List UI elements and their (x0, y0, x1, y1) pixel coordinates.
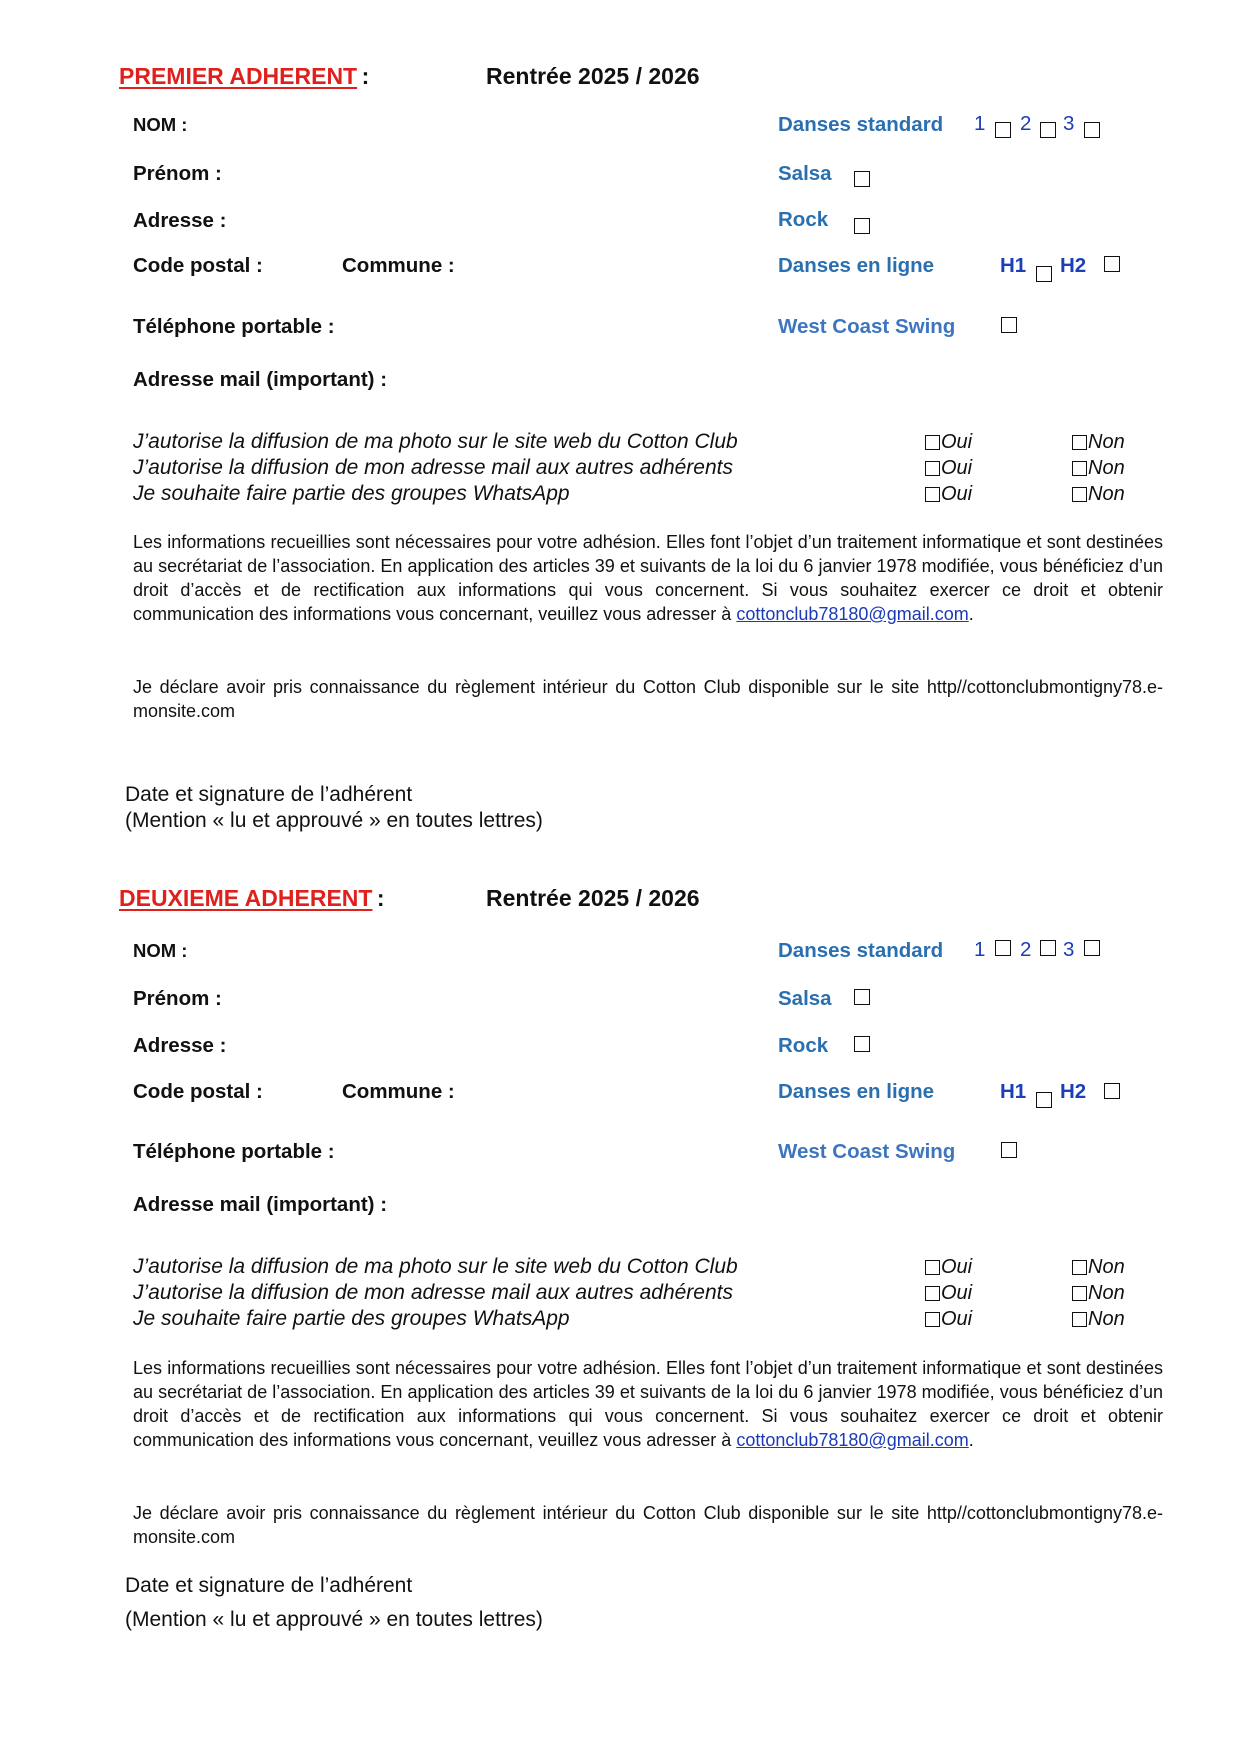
nom-label: NOM : (133, 114, 188, 135)
code-postal-label: Code postal : (133, 1080, 263, 1103)
auth-photo-non[interactable]: Non (1072, 1256, 1125, 1279)
checkbox[interactable] (1072, 1286, 1087, 1301)
mail-label: Adresse mail (important) : (133, 1193, 388, 1216)
telephone-label: Téléphone portable : (133, 315, 335, 338)
level-3-checkbox[interactable] (1084, 122, 1100, 138)
season-label: Rentrée 2025 / 2026 (486, 885, 700, 911)
privacy-paragraph: Les informations recueillies sont nécessaires pour votre adhésion. Elles font l’objet d’un traitement informatique et sont destinées au secrétariat de l’association. En application des articles 39 et suivants de la loi du 6 janvier 1978 modifiée, vous bénéficiez d’un droit d’accès et de rectification aux informations qui vous concernent. Si vous souhaitez exercer ce droit et obtenir communication des informations vous concernant, veuillez vous adresser à cottonclub78180@gmail.com. (133, 532, 1163, 624)
section-heading: PREMIER ADHERENT : (119, 63, 370, 89)
level-1-label: 1 (974, 112, 986, 135)
mail-label: Adresse mail (important) : (133, 368, 388, 391)
privacy-paragraph: Les informations recueillies sont nécessaires pour votre adhésion. Elles font l’objet d’un traitement informatique et sont destinées au secrétariat de l’association. En application des articles 39 et suivants de la loi du 6 janvier 1978 modifiée, vous bénéficiez d’un droit d’accès et de rectification aux informations qui vous concernent. Si vous souhaitez exercer ce droit et obtenir communication des informations vous concernant, veuillez vous adresser à cottonclub78180@gmail.com. (133, 1358, 1163, 1450)
prenom-label: Prénom : (133, 162, 222, 185)
section-title: DEUXIEME ADHERENT (119, 885, 373, 911)
level-3-label: 3 (1063, 112, 1075, 135)
h1-checkbox[interactable] (1036, 1092, 1052, 1108)
auth-whatsapp-non[interactable]: Non (1072, 483, 1125, 506)
level-3-label: 3 (1063, 938, 1075, 961)
checkbox[interactable] (1072, 461, 1087, 476)
auth-photo-oui[interactable]: Oui (925, 431, 972, 454)
telephone-label: Téléphone portable : (133, 1140, 335, 1163)
commune-label: Commune : (342, 254, 455, 277)
auth-photo-text: J’autorise la diffusion de ma photo sur le site web du Cotton Club (133, 1255, 738, 1278)
checkbox[interactable] (925, 487, 940, 502)
contact-email-link[interactable]: cottonclub78180@gmail.com (736, 604, 969, 624)
prenom-label: Prénom : (133, 987, 222, 1010)
rock-checkbox[interactable] (854, 1036, 870, 1052)
checkbox[interactable] (1072, 435, 1087, 450)
checkbox[interactable] (925, 461, 940, 476)
salsa-checkbox[interactable] (854, 989, 870, 1005)
auth-whatsapp-non[interactable]: Non (1072, 1308, 1125, 1331)
h2-checkbox[interactable] (1104, 256, 1120, 272)
adherent-section-1 (0, 0, 1241, 830)
auth-photo-oui[interactable]: Oui (925, 1256, 972, 1279)
salsa-label: Salsa (778, 162, 832, 185)
signature-line-1: Date et signature de l’adhérent (125, 783, 413, 806)
auth-photo-text: J’autorise la diffusion de ma photo sur le site web du Cotton Club (133, 430, 738, 453)
auth-mail-non[interactable]: Non (1072, 1282, 1125, 1305)
level-2-checkbox[interactable] (1040, 122, 1056, 138)
signature-line-2: (Mention « lu et approuvé » en toutes lettres) (125, 809, 543, 832)
checkbox[interactable] (1072, 1260, 1087, 1275)
wcs-label: West Coast Swing (778, 1140, 956, 1163)
checkbox[interactable] (925, 435, 940, 450)
checkbox[interactable] (925, 1260, 940, 1275)
reglement-paragraph: Je déclare avoir pris connaissance du règlement intérieur du Cotton Club disponible sur le site http//cottonclubmontigny78.e-monsite.com (133, 677, 1163, 721)
level-1-label: 1 (974, 938, 986, 961)
commune-label: Commune : (342, 1080, 455, 1103)
rock-label: Rock (778, 1034, 829, 1057)
checkbox[interactable] (925, 1286, 940, 1301)
auth-mail-text: J’autorise la diffusion de mon adresse mail aux autres adhérents (133, 1281, 733, 1304)
h2-label: H2 (1060, 1080, 1087, 1103)
checkbox[interactable] (1072, 1312, 1087, 1327)
danses-en-ligne-label: Danses en ligne (778, 254, 935, 277)
auth-photo-non[interactable]: Non (1072, 431, 1125, 454)
auth-whatsapp-oui[interactable]: Oui (925, 1308, 972, 1331)
section-heading: DEUXIEME ADHERENT : (119, 885, 385, 911)
signature-line-1: Date et signature de l’adhérent (125, 1574, 413, 1597)
danses-standard-label: Danses standard (778, 113, 944, 136)
adresse-label: Adresse : (133, 209, 227, 232)
auth-mail-oui[interactable]: Oui (925, 457, 972, 480)
salsa-checkbox[interactable] (854, 171, 870, 187)
wcs-checkbox[interactable] (1001, 317, 1017, 333)
level-2-checkbox[interactable] (1040, 940, 1056, 956)
danses-en-ligne-label: Danses en ligne (778, 1080, 935, 1103)
nom-label: NOM : (133, 940, 188, 961)
checkbox[interactable] (1072, 487, 1087, 502)
adresse-label: Adresse : (133, 1034, 227, 1057)
level-1-checkbox[interactable] (995, 940, 1011, 956)
wcs-label: West Coast Swing (778, 315, 956, 338)
signature-line-2: (Mention « lu et approuvé » en toutes lettres) (125, 1608, 543, 1631)
danses-standard-label: Danses standard (778, 939, 944, 962)
season-label: Rentrée 2025 / 2026 (486, 63, 700, 89)
h1-label: H1 (1000, 1080, 1027, 1103)
auth-whatsapp-oui[interactable]: Oui (925, 483, 972, 506)
h1-label: H1 (1000, 254, 1027, 277)
h2-checkbox[interactable] (1104, 1083, 1120, 1099)
code-postal-label: Code postal : (133, 254, 263, 277)
rock-checkbox[interactable] (854, 218, 870, 234)
level-2-label: 2 (1020, 938, 1032, 961)
level-1-checkbox[interactable] (995, 122, 1011, 138)
auth-whatsapp-text: Je souhaite faire partie des groupes WhatsApp (133, 1307, 570, 1330)
adherent-section-2 (0, 830, 1241, 1660)
reglement-paragraph: Je déclare avoir pris connaissance du règlement intérieur du Cotton Club disponible sur le site http//cottonclubmontigny78.e-monsite.com (133, 1503, 1163, 1547)
wcs-checkbox[interactable] (1001, 1142, 1017, 1158)
checkbox[interactable] (925, 1312, 940, 1327)
auth-mail-text: J’autorise la diffusion de mon adresse mail aux autres adhérents (133, 456, 733, 479)
level-2-label: 2 (1020, 112, 1032, 135)
h1-checkbox[interactable] (1036, 266, 1052, 282)
section-title: PREMIER ADHERENT (119, 63, 358, 89)
auth-mail-oui[interactable]: Oui (925, 1282, 972, 1305)
salsa-label: Salsa (778, 987, 832, 1010)
h2-label: H2 (1060, 254, 1087, 277)
auth-mail-non[interactable]: Non (1072, 457, 1125, 480)
rock-label: Rock (778, 208, 829, 231)
contact-email-link[interactable]: cottonclub78180@gmail.com (736, 1430, 969, 1450)
level-3-checkbox[interactable] (1084, 940, 1100, 956)
auth-whatsapp-text: Je souhaite faire partie des groupes WhatsApp (133, 482, 570, 505)
